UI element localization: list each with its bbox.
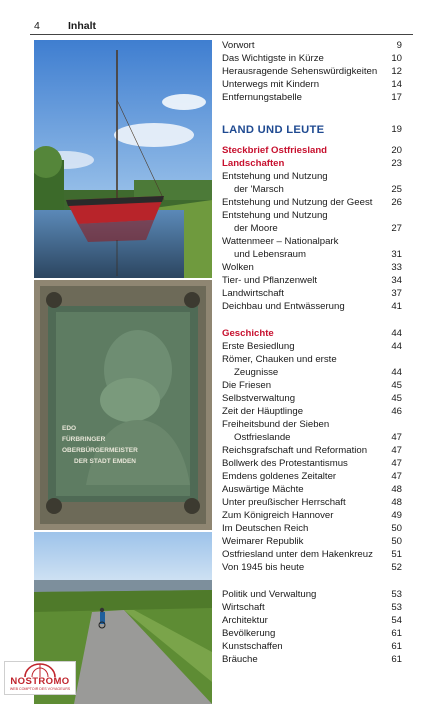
plaque-line-4: DER STADT EMDEN	[74, 458, 136, 465]
toc-entry-page: 48	[391, 484, 402, 495]
toc-entry-title: Auswärtige Mächte	[222, 484, 304, 495]
toc-entry-page: 12	[391, 66, 402, 77]
toc-entry-title: Entstehung und Nutzung	[222, 210, 328, 221]
toc-entry-page: 33	[391, 262, 402, 273]
plaque-line-1: EDO	[62, 425, 77, 432]
toc-entry-title: der 'Marsch	[234, 184, 284, 195]
section-title: Steckbrief Ostfriesland	[222, 145, 328, 156]
toc-entry-page: 44	[391, 328, 402, 339]
toc-entry-title: Kunstschaffen	[222, 641, 283, 652]
toc-entry-title: Unterwegs mit Kindern	[222, 79, 320, 90]
nostromo-logo	[4, 661, 76, 695]
toc-entry-title: Weimarer Republik	[222, 536, 304, 547]
plaque-line-2: FÜRBRINGER	[62, 436, 106, 443]
toc-entry-page: 48	[391, 497, 402, 508]
toc-entry-page: 19	[391, 124, 402, 135]
page-number: 4	[34, 20, 40, 32]
toc-entry-page: 25	[391, 184, 402, 195]
toc-entry-page: 61	[391, 641, 402, 652]
toc-entry-title: Architektur	[222, 615, 268, 626]
toc-entry-page: 50	[391, 523, 402, 534]
bronze-plaque-photo	[34, 280, 212, 530]
toc-entry-title: der Moore	[234, 223, 278, 234]
toc-entry-title: Tier- und Pflanzenwelt	[222, 275, 318, 286]
toc-entry-title: Bräuche	[222, 654, 258, 665]
toc-entry-page: 41	[391, 301, 402, 312]
page-header	[30, 14, 413, 35]
toc-entry-title: Von 1945 bis heute	[222, 562, 305, 573]
boat-canal-photo	[34, 40, 212, 278]
toc-entry-page: 20	[391, 145, 402, 156]
toc-entry-title: Bevölkerung	[222, 628, 276, 639]
toc-entry-title: Entfernungstabelle	[222, 92, 303, 103]
toc-entry-page: 23	[391, 158, 402, 169]
toc-entry-page: 61	[391, 654, 402, 665]
toc-entry-title: Deichbau und Entwässerung	[222, 301, 345, 312]
toc-entry-title: Herausragende Sehenswürdigkeiten	[222, 66, 378, 77]
toc-entry-title: Emdens goldenes Zeitalter	[222, 471, 337, 482]
chapter-title: LAND UND LEUTE	[222, 124, 325, 136]
toc-entry-page: 50	[391, 536, 402, 547]
toc-entry-page: 53	[391, 589, 402, 600]
toc-entry-title: Zeit der Häuptlinge	[222, 406, 304, 417]
toc-entry-title: Wattenmeer – Nationalpark	[222, 236, 339, 247]
toc-entry-page: 47	[391, 458, 402, 469]
toc-entry-page: 45	[391, 380, 402, 391]
toc-entry-page: 31	[391, 249, 402, 260]
toc-entry-page: 53	[391, 602, 402, 613]
toc-entry-page: 49	[391, 510, 402, 521]
toc-entry-title: Wolken	[222, 262, 254, 273]
toc-entry-title: Landwirtschaft	[222, 288, 284, 299]
toc-entry-page: 14	[391, 79, 402, 90]
toc-entry-page: 54	[391, 615, 402, 626]
toc-entry-page: 10	[391, 53, 402, 64]
toc-entry-title: Zum Königreich Hannover	[222, 510, 334, 521]
toc-entry-title: Vorwort	[222, 40, 255, 51]
toc-entry-page: 46	[391, 406, 402, 417]
toc-entry-page: 26	[391, 197, 402, 208]
toc-entry-title: und Lebensraum	[234, 249, 307, 260]
toc-entry-title: Ostfrieslande	[234, 432, 291, 443]
toc-entry-title: Zeugnisse	[234, 367, 279, 378]
toc-entry-title: Wirtschaft	[222, 602, 265, 613]
toc-entry-page: 27	[391, 223, 402, 234]
section-title: Geschichte	[222, 328, 274, 339]
toc-entry-page: 61	[391, 628, 402, 639]
toc-entry-title: Die Friesen	[222, 380, 272, 391]
toc-entry-page: 47	[391, 445, 402, 456]
toc-entry-page: 47	[391, 471, 402, 482]
toc-entry-title: Freiheitsbund der Sieben	[222, 419, 330, 430]
page-title: Inhalt	[68, 20, 96, 32]
toc-entry-title: Römer, Chauken und erste	[222, 354, 337, 365]
toc-entry-title: Entstehung und Nutzung der Geest	[222, 197, 373, 208]
toc-entry-title: Entstehung und Nutzung	[222, 171, 328, 182]
toc-entry-page: 44	[391, 367, 402, 378]
toc-entry-title: Bollwerk des Protestantismus	[222, 458, 348, 469]
plaque-line-3: OBERBÜRGERMEISTER	[62, 447, 138, 454]
toc-entry-page: 45	[391, 393, 402, 404]
toc-entry-title: Politik und Verwaltung	[222, 589, 317, 600]
toc-entry-page: 44	[391, 341, 402, 352]
toc-entry-title: Ostfriesland unter dem Hakenkreuz	[222, 549, 373, 560]
toc-entry-page: 34	[391, 275, 402, 286]
toc-entry-page: 52	[391, 562, 402, 573]
toc-entry-title: Im Deutschen Reich	[222, 523, 309, 534]
section-title: Landschaften	[222, 158, 285, 169]
toc-entry-page: 47	[391, 432, 402, 443]
toc-entry-page: 51	[391, 549, 402, 560]
toc-entry-page: 37	[391, 288, 402, 299]
toc-entry-title: Das Wichtigste in Kürze	[222, 53, 324, 64]
toc-entry-title: Unter preußischer Herrschaft	[222, 497, 346, 508]
toc-entry-page: 17	[391, 92, 402, 103]
toc-entry-title: Selbstverwaltung	[222, 393, 296, 404]
toc-entry-page: 9	[396, 40, 402, 51]
logo-tagline: WEB COMPTOIR DES VOYAGEURS	[9, 687, 71, 691]
toc-entry-title: Reichsgrafschaft und Reformation	[222, 445, 368, 456]
logo-brand: NOSTROMO	[10, 676, 70, 687]
toc-entry-title: Erste Besiedlung	[222, 341, 295, 352]
